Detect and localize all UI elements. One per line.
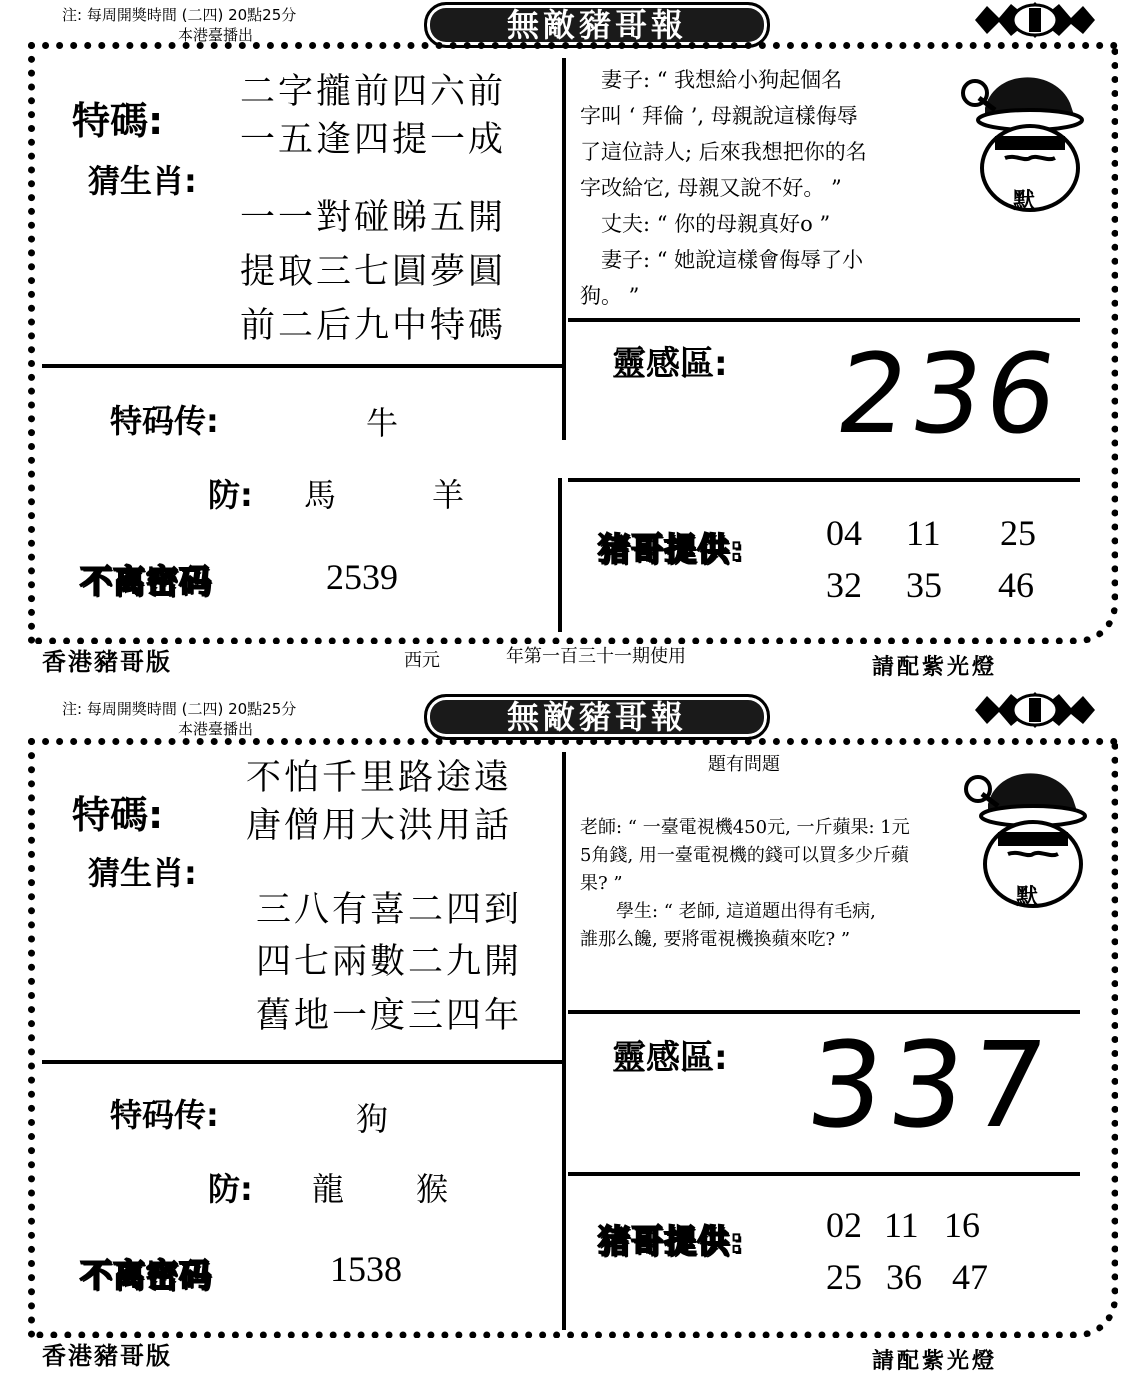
badge-logo-icon	[975, 690, 1095, 730]
buli-label: 不离密码	[80, 1256, 213, 1294]
badge-logo-icon	[975, 0, 1095, 40]
santa-mascot-icon	[955, 58, 1095, 218]
linggan-label: 靈感區:	[612, 344, 728, 384]
divider	[558, 478, 562, 632]
broadcast-note: 本港臺播出	[178, 26, 254, 44]
number-cell: 25	[826, 1257, 862, 1297]
number-cell: 47	[952, 1257, 988, 1297]
divider	[568, 1010, 1080, 1014]
footer-uv-note: 請配紫光燈	[872, 654, 998, 680]
footer-edition: 香港豬哥版	[42, 648, 172, 676]
number-cell: 32	[826, 565, 862, 605]
fang-value: 龍	[312, 1170, 345, 1208]
number-cell: 02	[826, 1205, 862, 1245]
divider	[562, 58, 566, 440]
poem-line: 一一對碰睇五開	[240, 198, 507, 238]
number-cell: 25	[1000, 513, 1036, 553]
tema-label: 特碼:	[72, 99, 164, 143]
number-cell: 36	[886, 1257, 922, 1297]
temachuan-label: 特码传:	[110, 1096, 219, 1134]
divider	[42, 364, 562, 368]
poem-line: 二字攏前四六前	[240, 72, 507, 112]
poem-line: 四七兩數二九開	[256, 942, 523, 982]
joke-line: 學生: “ 老師, 這道題出得有毛病,	[580, 901, 876, 922]
footer-issue: 年第一百三十一期使用	[506, 646, 686, 667]
poem-line: 唐僧用大洪用話	[246, 806, 513, 846]
joke-line: 字改給它, 母親又說不好。 ”	[580, 176, 842, 200]
number-cell: 35	[906, 565, 942, 605]
fang-value: 馬	[304, 476, 337, 514]
linggan-value: 236	[829, 330, 1069, 458]
linggan-value: 337	[800, 1016, 1059, 1154]
fang-label: 防:	[208, 1170, 253, 1208]
joke-line: 妻子: “ 她說這樣會侮辱了小	[580, 248, 864, 272]
number-cell: 04	[826, 513, 862, 553]
buli-label: 不离密码	[80, 562, 213, 600]
joke-text	[580, 814, 970, 954]
schedule-note: 注: 每周開獎時間 (二四) 20點25分	[62, 700, 297, 718]
poem-line: 前二后九中特碼	[240, 306, 507, 346]
joke-line: 狗。 ”	[580, 284, 640, 308]
linggan-label: 靈感區:	[612, 1038, 728, 1078]
joke-line: 誰那么饞, 要將電視機換蘋來吃? ”	[580, 929, 851, 950]
poem-line: 一五逢四提一成	[240, 120, 507, 160]
temachuan-label: 特码传:	[110, 402, 219, 440]
poem-line: 三八有喜二四到	[256, 890, 523, 930]
caishengxiao-label: 猜生肖:	[88, 162, 197, 200]
poem-line: 不怕千里路途遠	[246, 758, 513, 798]
joke-text	[580, 62, 960, 314]
santa-mascot-icon	[958, 754, 1098, 914]
joke-title: 題有問題	[708, 754, 780, 775]
number-cell: 16	[944, 1205, 980, 1245]
divider	[568, 1172, 1080, 1176]
divider	[42, 1060, 562, 1064]
broadcast-note: 本港臺播出	[178, 720, 254, 738]
svg-text:默: 默	[1013, 189, 1036, 214]
number-cell: 11	[884, 1205, 919, 1245]
temachuan-value: 牛	[366, 404, 399, 442]
number-cell: 11	[906, 513, 941, 553]
divider	[562, 752, 566, 1330]
fang-value: 羊	[432, 476, 465, 514]
number-cell: 46	[998, 565, 1034, 605]
fang-label: 防:	[208, 476, 253, 514]
banner-title: 無敵豬哥報	[424, 694, 770, 740]
joke-line: 5角錢, 用一臺電視機的錢可以買多少斤蘋	[580, 845, 909, 866]
buli-value: 2539	[326, 557, 398, 597]
zhuge-label: 猪哥提供:	[598, 1222, 744, 1260]
joke-line: 丈夫: “ 你的母親真好o ”	[580, 212, 831, 236]
joke-line: 果? ”	[580, 873, 623, 894]
zhuge-label: 猪哥提供:	[598, 530, 744, 568]
banner-title: 無敵豬哥報	[424, 2, 770, 48]
footer-edition: 香港豬哥版	[42, 1342, 172, 1370]
joke-line: 字叫 ‘ 拜倫 ’, 母親說這樣侮辱	[580, 104, 858, 128]
tema-label: 特碼:	[72, 793, 164, 837]
fang-value: 猴	[416, 1170, 449, 1208]
poem-line: 提取三七圓夢圓	[240, 252, 507, 292]
joke-line: 了這位詩人; 后來我想把你的名	[580, 140, 867, 164]
divider	[568, 318, 1080, 322]
poem-line: 舊地一度三四年	[256, 996, 523, 1036]
caishengxiao-label: 猜生肖:	[88, 854, 197, 892]
buli-value: 1538	[330, 1249, 402, 1289]
divider	[568, 478, 1080, 482]
svg-text:默: 默	[1016, 885, 1039, 910]
footer-era: 西元	[404, 650, 440, 671]
joke-line: 老師: “ 一臺電視機450元, 一斤蘋果: 1元	[580, 817, 910, 838]
temachuan-value: 狗	[356, 1100, 389, 1138]
footer-uv-note: 請配紫光燈	[872, 1348, 998, 1374]
schedule-note: 注: 每周開獎時間 (二四) 20點25分	[62, 6, 297, 24]
joke-line: 妻子: “ 我想給小狗起個名	[580, 68, 843, 92]
